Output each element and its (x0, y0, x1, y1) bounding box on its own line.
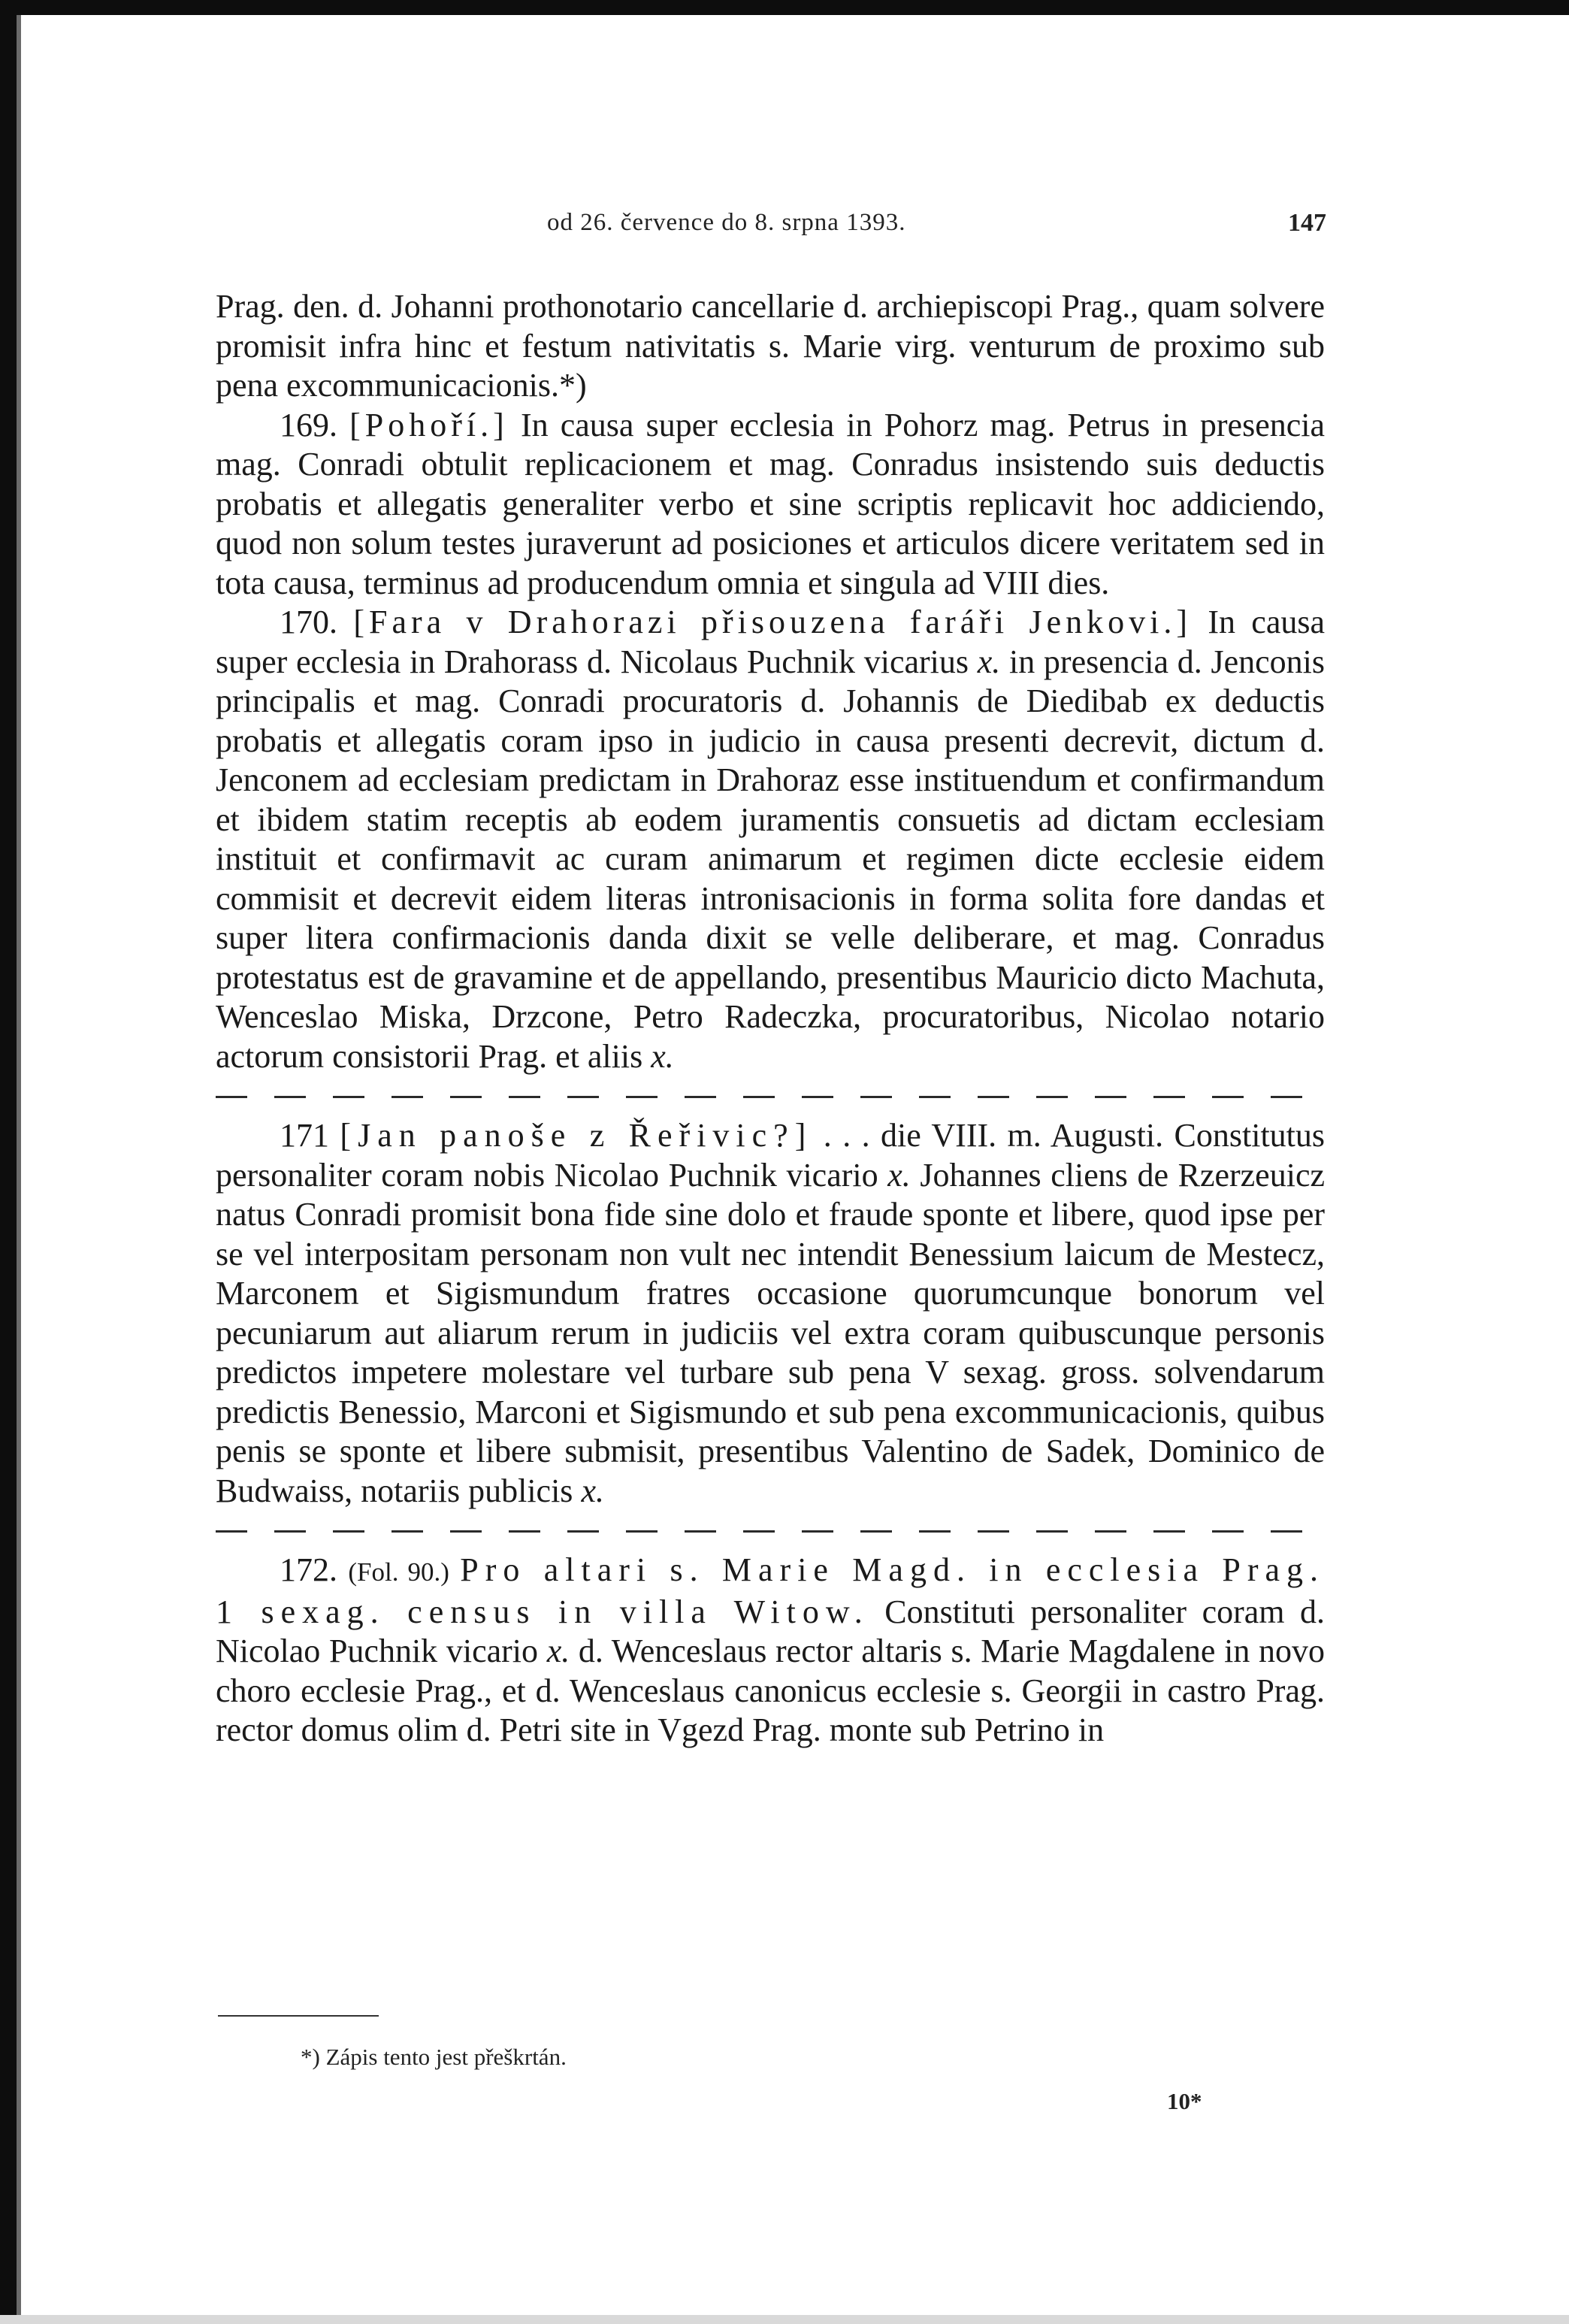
signature-mark: 10* (1167, 2088, 1202, 2114)
entry-169 (216, 406, 1325, 604)
page-number: 147 (1288, 209, 1326, 237)
scan-border-top (0, 0, 1569, 15)
entry-text: In causa super ecclesia in Drahorass d. Nicolaus Puchnik vicarius (216, 604, 1326, 680)
entry-heading: [Fara v Drahorazi přisouzena faráři Jenkovi.] (353, 604, 1192, 640)
main-text (216, 287, 1325, 1751)
scan-border-bottom (0, 2315, 1569, 2324)
abbrev-x: x. (651, 1037, 674, 1075)
entry-text: in presencia d. Jenconis principalis et mag. Conradi procuratoris d. Johannis de Diedibab ex deductis probatis et allegatis coram ipso in judicio in causa presenti decrevit, dictum d. Jenconem ad ecclesiam predictam in Drahoraz esse instituendum et confirmandum et ibidem statim receptis ab eodem juramentis consuetis ad dictam ecclesiam instituit et confirmavit ac curam animarum et regimen dicte ecclesie eidem commisit et decrevit eidem literas intronisacionis in forma solita fore dandas et super litera confirmacionis danda dixit se velle deliberare, et mag. Conradus protestatus est de gravamine et de appellando, presentibus Mauricio dicto Machuta, Wenceslao Miska, Drzcone, Petro Radeczka, procuratoribus, Nicolao notario actorum consistorii Prag. et aliis (216, 643, 1326, 1075)
scan-border-left (0, 0, 17, 2324)
page-header (0, 209, 1569, 248)
entry-171 (216, 1116, 1325, 1511)
abbrev-x: x. (546, 1633, 570, 1669)
entry-text: d. Wenceslaus rector altaris s. Marie Magdalene in novo choro ecclesie Prag., et d. Wenceslaus canonicus ecclesie s. Georgii in castro Prag. rector domus olim d. Petri site in Vgezd Prag. monte sub Petrino in (216, 1633, 1326, 1748)
entry-168-continuation (216, 287, 1325, 406)
entry-heading: Pro altari s. Marie Magd. in ecclesia Prag. 1 sexag. census in villa Witow. (216, 1551, 1326, 1630)
footnote: *) Zápis tento jest přeškrtán. (301, 2044, 567, 2070)
entry-text: Constitutus personaliter coram nobis Nicolao Puchnik vicario (216, 1117, 1326, 1194)
entry-number: 170. (280, 604, 337, 640)
entry-heading: [Pohoří.] (349, 406, 509, 443)
dashed-divider (216, 1511, 1325, 1551)
entry-text: Johannes cliens de Rzerzeuicz natus Conradi promisit bona fide sine dolo et fraude sponte et libere, quod ipse per se vel interpositam personam non vult nec intendit Benessium laicum de Mestecz, Marconem et Sigismundum fratres occasione quorumcunque bonorum vel pecuniarum aut aliarum rerum in judiciis vel extra coram quibuscunque personis predictos impetere molestare vel turbare sub pena V sexag. gross. solvendarum predictis Benessio, Marconi et Sigismundo et sub pena excommunicacionis, quibus penis se sponte et libere submisit, presentibus Valentino de Sadek, Dominico de Budwaiss, notariis publicis (216, 1156, 1325, 1509)
scan-border-left-shadow (17, 15, 21, 2324)
entry-170 (216, 603, 1325, 1076)
abbrev-x: x. (581, 1472, 604, 1509)
entry-text: Prag. den. d. Johanni prothonotario cancellarie d. archiepiscopi Prag., quam solvere promisit infra hinc et festum nativitatis s. Marie virg. venturum de proximo sub pena excommunicacionis.*) (216, 288, 1325, 404)
abbrev-x: x. (977, 643, 1001, 680)
footnote-rule (218, 2015, 379, 2017)
dashed-divider (216, 1076, 1325, 1116)
entry-text: In causa super ecclesia in Pohorz mag. Petrus in presencia mag. Conradi obtulit replicacionem et mag. Conradus insistendo suis deductis probatis et allegatis generaliter verbo et sine scriptis replicavit hoc addiciendo, quod non solum testes juraverunt ad posiciones et articulos dicere veritatem sed in tota causa, terminus ad producendum omnia et singula ad VIII dies. (216, 406, 1326, 601)
entry-text: Constituti personaliter coram d. Nicolao Puchnik vicario (216, 1593, 1326, 1669)
entry-heading: [Jan panoše z Řeřivic?] (340, 1117, 813, 1154)
running-head: od 26. července do 8. srpna 1393. (547, 209, 906, 236)
abbrev-x: x. (887, 1156, 911, 1194)
entry-number: 172. (280, 1551, 337, 1588)
folio-reference: (Fol. 90.) (348, 1557, 449, 1587)
entry-date: . . . die VIII. m. Augusti. (823, 1117, 1164, 1154)
entry-172 (216, 1551, 1325, 1751)
entry-number: 169. (280, 406, 337, 443)
entry-number: 171 (280, 1117, 329, 1154)
